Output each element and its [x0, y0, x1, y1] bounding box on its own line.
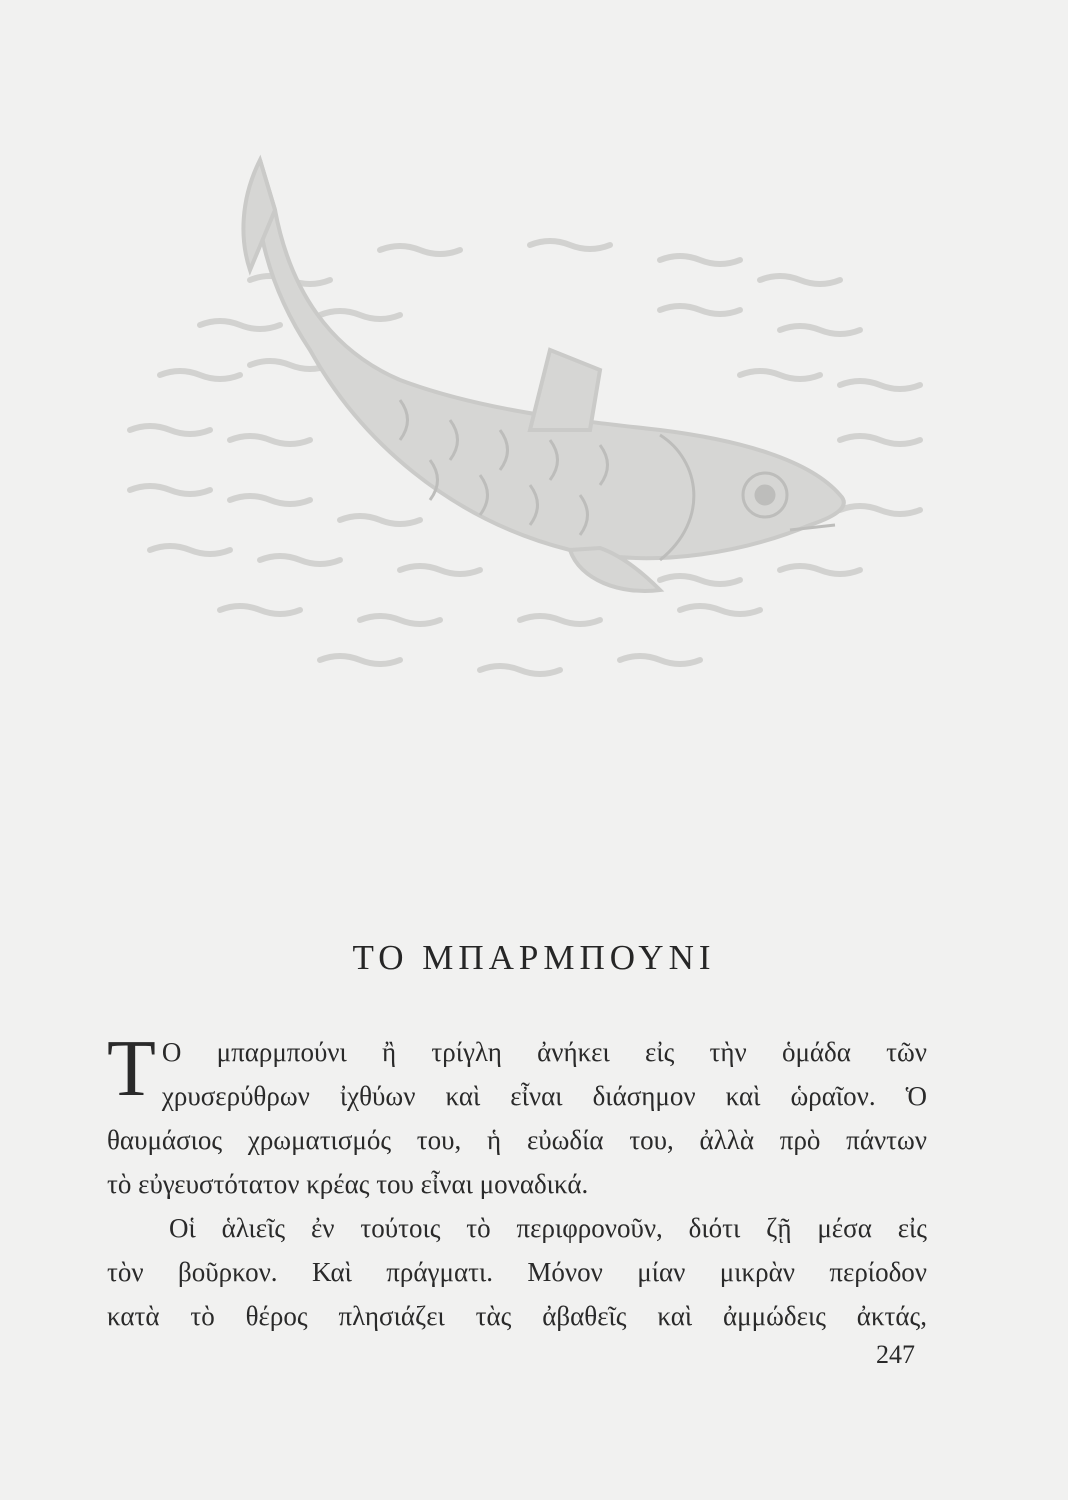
drop-cap: Τ	[107, 1025, 156, 1113]
text-line: τὸ εὐγευστότατον κρέας του εἶναι μοναδικά.	[107, 1169, 589, 1199]
page-number: 247	[876, 1340, 915, 1369]
text-line: τὸν βοῦρκον. Καὶ πράγματι. Μόνον μίαν μικρὰν περίοδον	[107, 1257, 927, 1287]
text-line: Οἱ ἁλιεῖς ἐν τούτοις τὸ περιφρονοῦν, διότι ζῇ μέσα εἰς	[169, 1213, 927, 1243]
text-line: κατὰ τὸ θέρος πλησιάζει τὰς ἀβαθεῖς καὶ ἀμμώδεις ἀκτάς,	[107, 1301, 927, 1331]
paragraph-1	[107, 1025, 927, 1206]
body-text	[107, 1025, 927, 1338]
text-line: χρυσερύθρων ἰχθύων καὶ εἶναι διάσημον καὶ ὡραῖον. Ὁ	[161, 1081, 927, 1111]
text-line: Ο μπαρμπούνι ἢ τρίγλη ἀνήκει εἰς τὴν ὁμάδα τῶν	[161, 1037, 927, 1067]
page-title: ΤΟ ΜΠΑΡΜΠΟΥΝΙ	[352, 938, 716, 977]
text-line: θαυμάσιος χρωματισμός του, ἡ εὐωδία του, ἀλλὰ πρὸ πάντων	[107, 1125, 927, 1155]
fish-image	[100, 140, 960, 700]
paragraph-2	[107, 1206, 927, 1338]
fish-illustration	[100, 140, 960, 700]
